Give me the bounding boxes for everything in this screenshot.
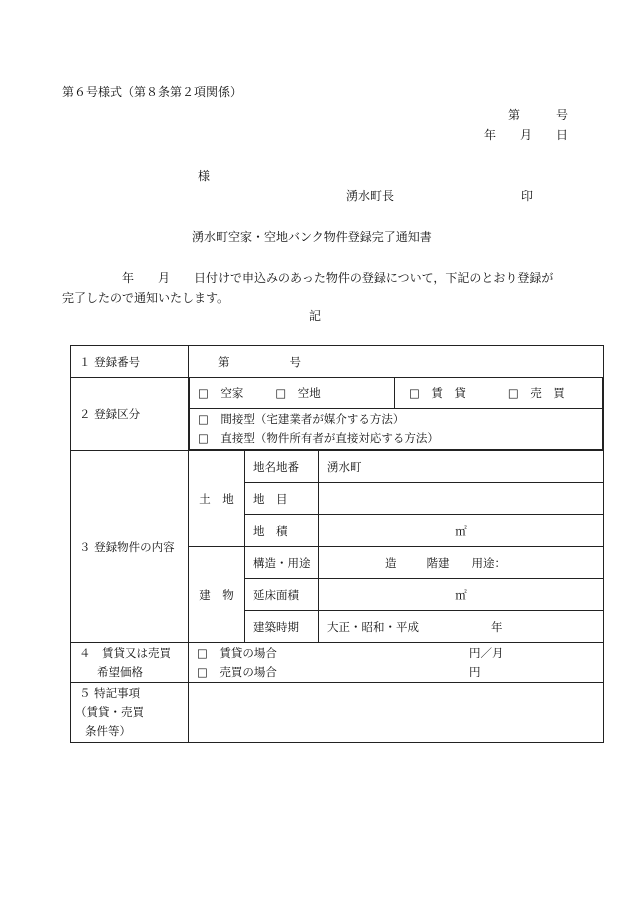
row-registration-number: [71, 346, 604, 378]
label-property-contents: ３ 登録物件の内容: [71, 451, 189, 643]
label-registration-category: ２ 登録区分: [71, 378, 189, 451]
structure-use-field[interactable]: 造 階建 用途：: [319, 547, 604, 579]
document-date: 年 月 日: [484, 128, 569, 142]
label-land: 土 地: [189, 451, 245, 547]
label-structure-use: 構造・用途: [245, 547, 319, 579]
desired-price-field[interactable]: □ 賃貸の場合 円／月 □ 売買の場合 円: [189, 643, 604, 683]
row-registration-category: [71, 378, 604, 451]
row-special-notes: [71, 683, 604, 743]
land-area-field[interactable]: ㎡: [319, 515, 604, 547]
issuer-name: 湧水町長: [346, 189, 395, 203]
land-location-field[interactable]: 湧水町: [319, 451, 604, 483]
form-number: 第６号様式（第８条第２項関係）: [62, 85, 243, 99]
row-land-1: [71, 451, 604, 483]
label-building: 建 物: [189, 547, 245, 643]
label-desired-price: ４ 賃貸又は売買 希望価格: [71, 643, 189, 683]
ki-marker: 記: [309, 309, 322, 323]
label-registration-number: １ 登録番号: [71, 346, 189, 378]
floor-area-field[interactable]: ㎡: [319, 579, 604, 611]
checkbox-chintai-baibai[interactable]: □ 賃 貸 □ 売 買: [395, 378, 603, 409]
seal-mark: 印: [521, 189, 534, 203]
checkbox-akiya-akichi[interactable]: □ 空家 □ 空地: [190, 378, 395, 409]
checkbox-mediation-type[interactable]: □ 間接型（宅建業者が媒介する方法） □ 直接型（物件所有者が直接対応する方法）: [190, 409, 603, 450]
special-notes-field[interactable]: [189, 683, 604, 743]
document-number: 第 号: [508, 108, 569, 122]
document-title: 湧水町空家・空地バンク物件登録完了通知書: [192, 230, 432, 244]
label-construction-period: 建築時期: [245, 611, 319, 643]
label-land-area: 地 積: [245, 515, 319, 547]
label-land-location: 地名地番: [245, 451, 319, 483]
label-special-notes: ５ 特記事項 （賃貸・売買 条件等）: [71, 683, 189, 743]
registration-number-field[interactable]: 第 号: [189, 346, 604, 378]
body-line-1: 年 月 日付けで申込みのあった物件の登録について，下記のとおり登録が: [122, 271, 554, 285]
row-desired-price: [71, 643, 604, 683]
construction-period-field[interactable]: 大正・昭和・平成 年: [319, 611, 604, 643]
label-floor-area: 延床面積: [245, 579, 319, 611]
label-land-category: 地 目: [245, 483, 319, 515]
registration-table: [70, 345, 604, 743]
body-line-2: 完了したので通知いたします。: [62, 291, 230, 305]
land-category-field[interactable]: [319, 483, 604, 515]
addressee-suffix: 様: [198, 169, 211, 183]
